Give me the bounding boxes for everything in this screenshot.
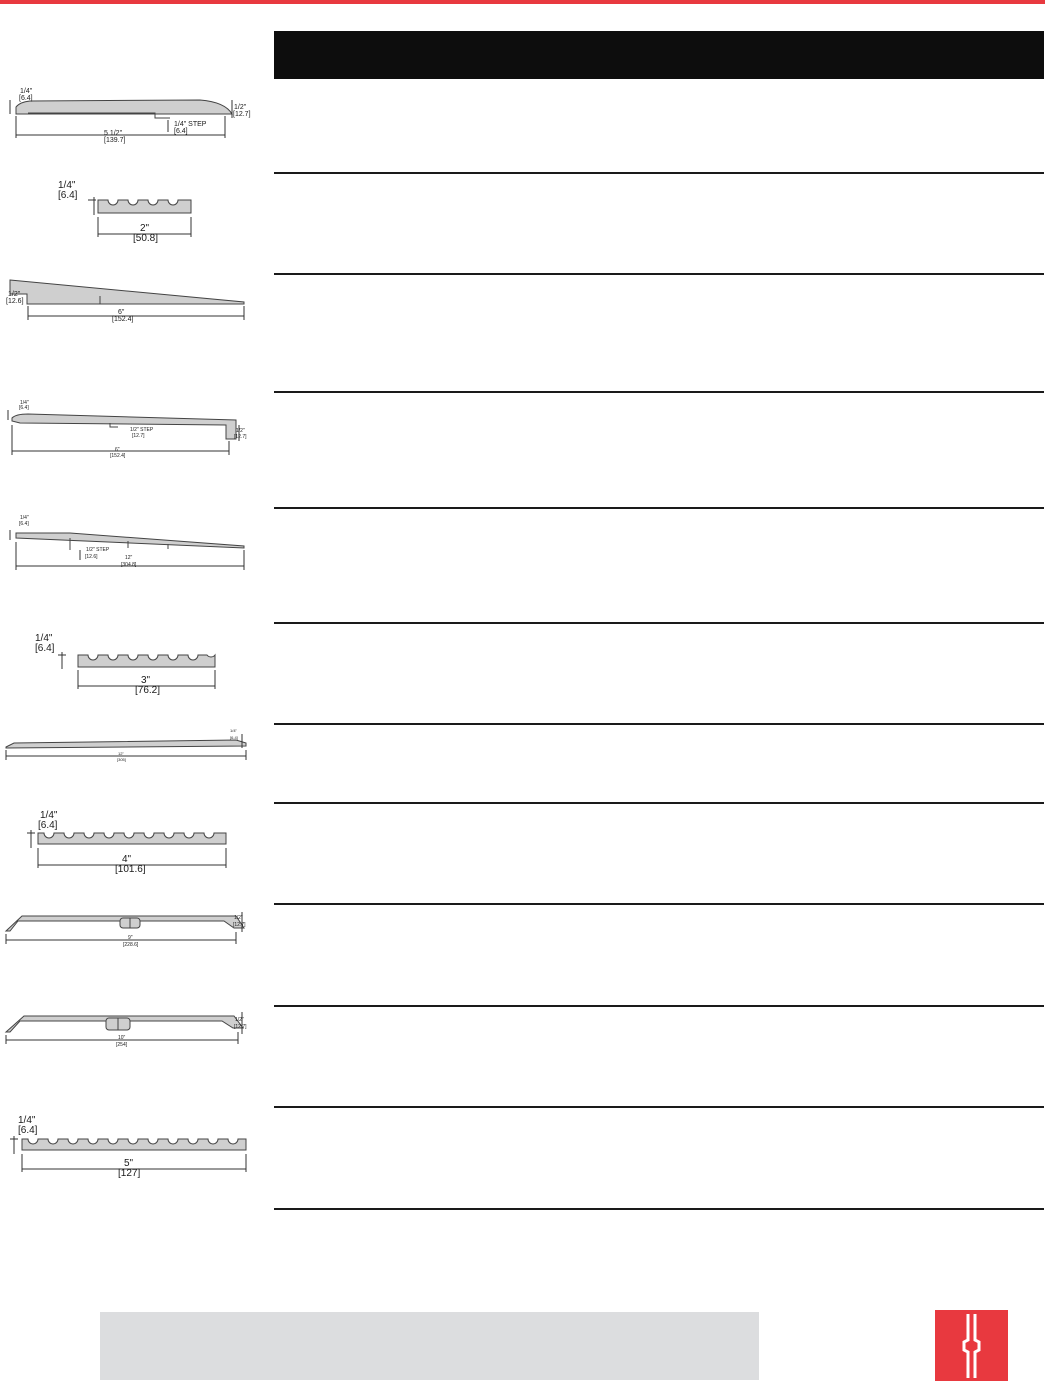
table-header-band — [274, 31, 1044, 79]
dim-label: 6" — [115, 447, 120, 453]
dim-label: [6.4] — [174, 128, 188, 135]
row-divider — [274, 1208, 1044, 1210]
profile-drawing-3 — [0, 276, 260, 336]
dim-label: [6.4] — [38, 820, 58, 831]
dim-label: 4" — [122, 854, 132, 865]
dim-label: 1/4" — [35, 633, 53, 644]
top-accent-bar — [0, 0, 1045, 4]
dim-label: 10" — [118, 1035, 126, 1041]
dim-label: 12" — [118, 751, 124, 756]
dim-label: [12.7] — [233, 111, 251, 118]
dim-label: [127] — [118, 1168, 141, 1179]
dim-label: [305] — [117, 757, 126, 762]
dim-label: [12.7] — [234, 1024, 247, 1030]
dim-label: [152.4] — [110, 453, 126, 459]
row-divider — [274, 172, 1044, 174]
dim-label: [152.4] — [112, 316, 134, 323]
dim-label: [12.6] — [85, 554, 98, 560]
profile-drawing-2 — [50, 175, 210, 250]
dim-label: 1/4" — [20, 400, 29, 406]
dim-label: 6" — [118, 309, 125, 316]
row-divider — [274, 723, 1044, 725]
dim-label: [12.7] — [234, 434, 247, 440]
dim-label: 1/4" — [40, 810, 58, 821]
profile-drawing-10 — [0, 1008, 260, 1058]
profile-drawing-9 — [0, 906, 260, 956]
dim-label: [6.4] — [230, 735, 238, 740]
dim-label: [139.7] — [104, 137, 126, 144]
dim-label: 5" — [124, 1158, 134, 1169]
dim-label: 3" — [141, 675, 151, 686]
dim-label: 1/4" — [230, 728, 237, 733]
dim-label: [6.4] — [18, 1125, 38, 1136]
dim-label: [12.7] — [233, 922, 246, 928]
dim-label: 1/4" — [20, 88, 33, 95]
dim-label: 5 1/2" — [104, 130, 123, 137]
dim-label: 1/2" — [236, 428, 245, 434]
row-divider — [274, 507, 1044, 509]
dim-label: [6.4] — [19, 521, 29, 527]
dim-label: [76.2] — [135, 685, 161, 696]
footer-note-box — [100, 1312, 759, 1380]
dim-label: 12" — [125, 555, 133, 561]
row-divider — [274, 273, 1044, 275]
dim-label: [50.8] — [133, 233, 159, 244]
row-divider — [274, 802, 1044, 804]
row-divider — [274, 391, 1044, 393]
profile-drawing-7 — [0, 726, 260, 766]
profile-drawing-4 — [0, 395, 260, 465]
dim-label: 1/2" — [234, 104, 247, 111]
dim-label: [12.6] — [6, 298, 24, 305]
row-divider — [274, 1005, 1044, 1007]
dim-label: 1/4" — [20, 515, 29, 521]
dim-label: [101.6] — [115, 864, 146, 875]
profile-drawing-8 — [0, 806, 260, 876]
dim-label: 1/2" STEP — [86, 547, 110, 553]
dim-label: 9" — [128, 935, 133, 941]
profile-drawing-1 — [0, 80, 260, 150]
dim-label: [6.4] — [19, 405, 29, 411]
row-divider — [274, 903, 1044, 905]
dim-label: 1/4" — [18, 1115, 36, 1126]
profile-drawing-11 — [0, 1110, 260, 1180]
dim-label: 1/2" — [234, 915, 243, 921]
dim-label: 1/4" — [58, 180, 76, 191]
profile-drawing-5 — [0, 512, 260, 582]
dim-label: 1/2" — [235, 1017, 244, 1023]
dim-label: 1/4" STEP — [174, 121, 207, 128]
dim-label: [228.6] — [123, 942, 139, 948]
dim-label: [12.7] — [132, 433, 145, 439]
profile-drawing-6 — [25, 627, 235, 697]
brand-logo — [935, 1310, 1008, 1381]
dim-label: 1/2" STEP — [130, 427, 154, 433]
dim-label: [6.4] — [35, 643, 55, 654]
dim-label: 1/2" — [8, 291, 21, 298]
dim-label: 2" — [140, 223, 150, 234]
dim-label: [304.8] — [121, 562, 137, 568]
dim-label: [254] — [116, 1042, 128, 1048]
dim-label: [6.4] — [58, 190, 78, 201]
row-divider — [274, 622, 1044, 624]
row-divider — [274, 1106, 1044, 1108]
dim-label: [6.4] — [19, 95, 33, 102]
